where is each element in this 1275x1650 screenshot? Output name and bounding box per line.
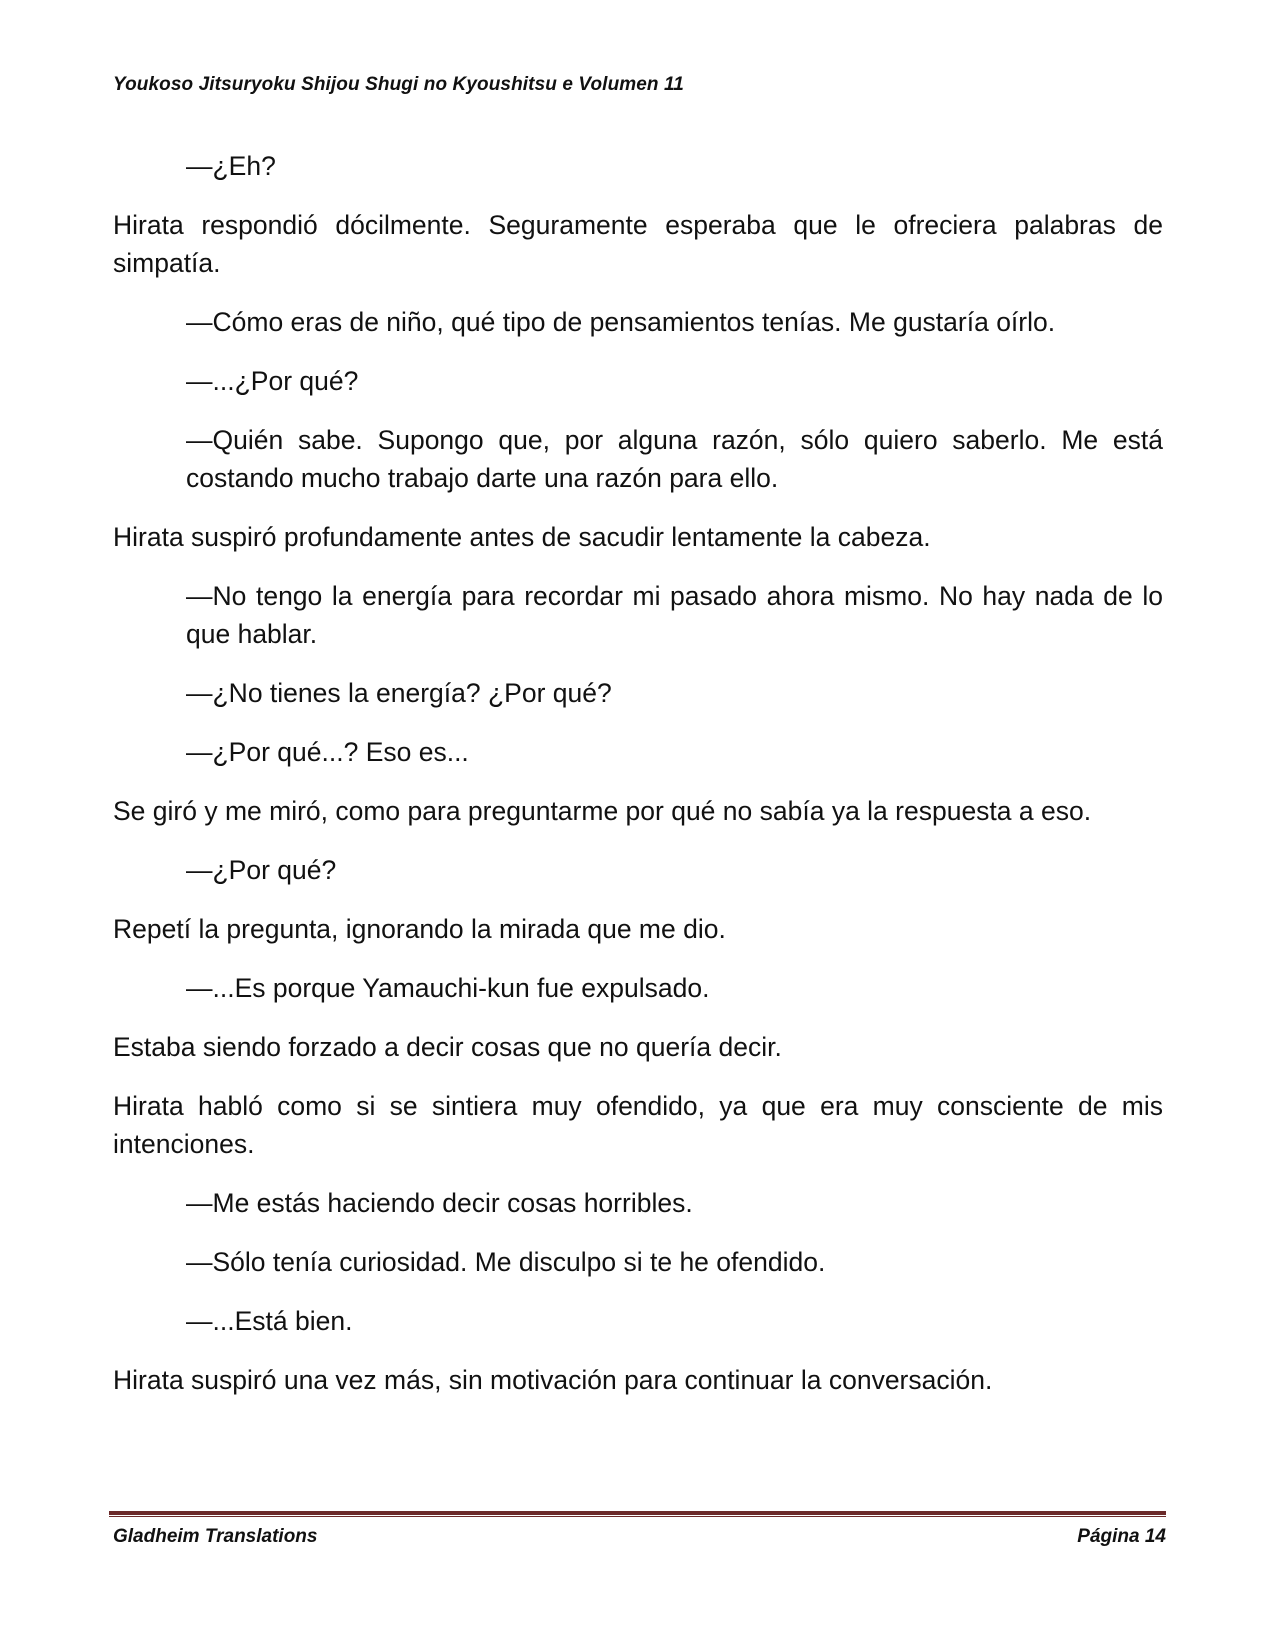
dialog-paragraph: —Me estás haciendo decir cosas horribles.	[186, 1188, 693, 1218]
dialog-paragraph: —...¿Por qué?	[186, 366, 359, 396]
dialog-paragraph: —...Está bien.	[186, 1306, 353, 1336]
narration-paragraph: Se giró y me miró, como para preguntarme por qué no sabía ya la respuesta a eso.	[113, 796, 1092, 826]
dialog-paragraph: —...Es porque Yamauchi-kun fue expulsado.	[186, 973, 710, 1003]
page-body	[113, 147, 1163, 1420]
narration-paragraph: Estaba siendo forzado a decir cosas que no quería decir.	[113, 1032, 782, 1062]
footer-publisher: Gladheim Translations	[113, 1526, 318, 1547]
dialog-paragraph: —¿No tienes la energía? ¿Por qué?	[186, 678, 612, 708]
narration-paragraph: Repetí la pregunta, ignorando la mirada que me dio.	[113, 914, 726, 944]
dialog-paragraph: —¿Eh?	[186, 151, 276, 181]
dialog-paragraph: —Quién sabe. Supongo que, por alguna razón, sólo quiero saberlo. Me está costando mucho trabajo darte una razón para ello.	[186, 425, 1163, 493]
narration-paragraph: Hirata suspiró una vez más, sin motivación para continuar la conversación.	[113, 1365, 993, 1395]
narration-paragraph: Hirata habló como si se sintiera muy ofendido, ya que era muy consciente de mis intenciones.	[113, 1091, 1163, 1159]
dialog-paragraph: —¿Por qué?	[186, 855, 337, 885]
dialog-paragraph: —No tengo la energía para recordar mi pasado ahora mismo. No hay nada de lo que hablar.	[186, 581, 1163, 649]
page-header-title: Youkoso Jitsuryoku Shijou Shugi no Kyoushitsu e Volumen 11	[113, 74, 684, 95]
footer-page-number: Página 14	[1077, 1526, 1166, 1547]
narration-paragraph: Hirata respondió dócilmente. Seguramente esperaba que le ofreciera palabras de simpatía.	[113, 210, 1163, 278]
narration-paragraph: Hirata suspiró profundamente antes de sacudir lentamente la cabeza.	[113, 522, 931, 552]
dialog-paragraph: —¿Por qué...? Eso es...	[186, 737, 469, 767]
dialog-paragraph: —Sólo tenía curiosidad. Me disculpo si te he ofendido.	[186, 1247, 826, 1277]
dialog-paragraph: —Cómo eras de niño, qué tipo de pensamientos tenías. Me gustaría oírlo.	[186, 307, 1056, 337]
footer-divider	[109, 1511, 1166, 1517]
